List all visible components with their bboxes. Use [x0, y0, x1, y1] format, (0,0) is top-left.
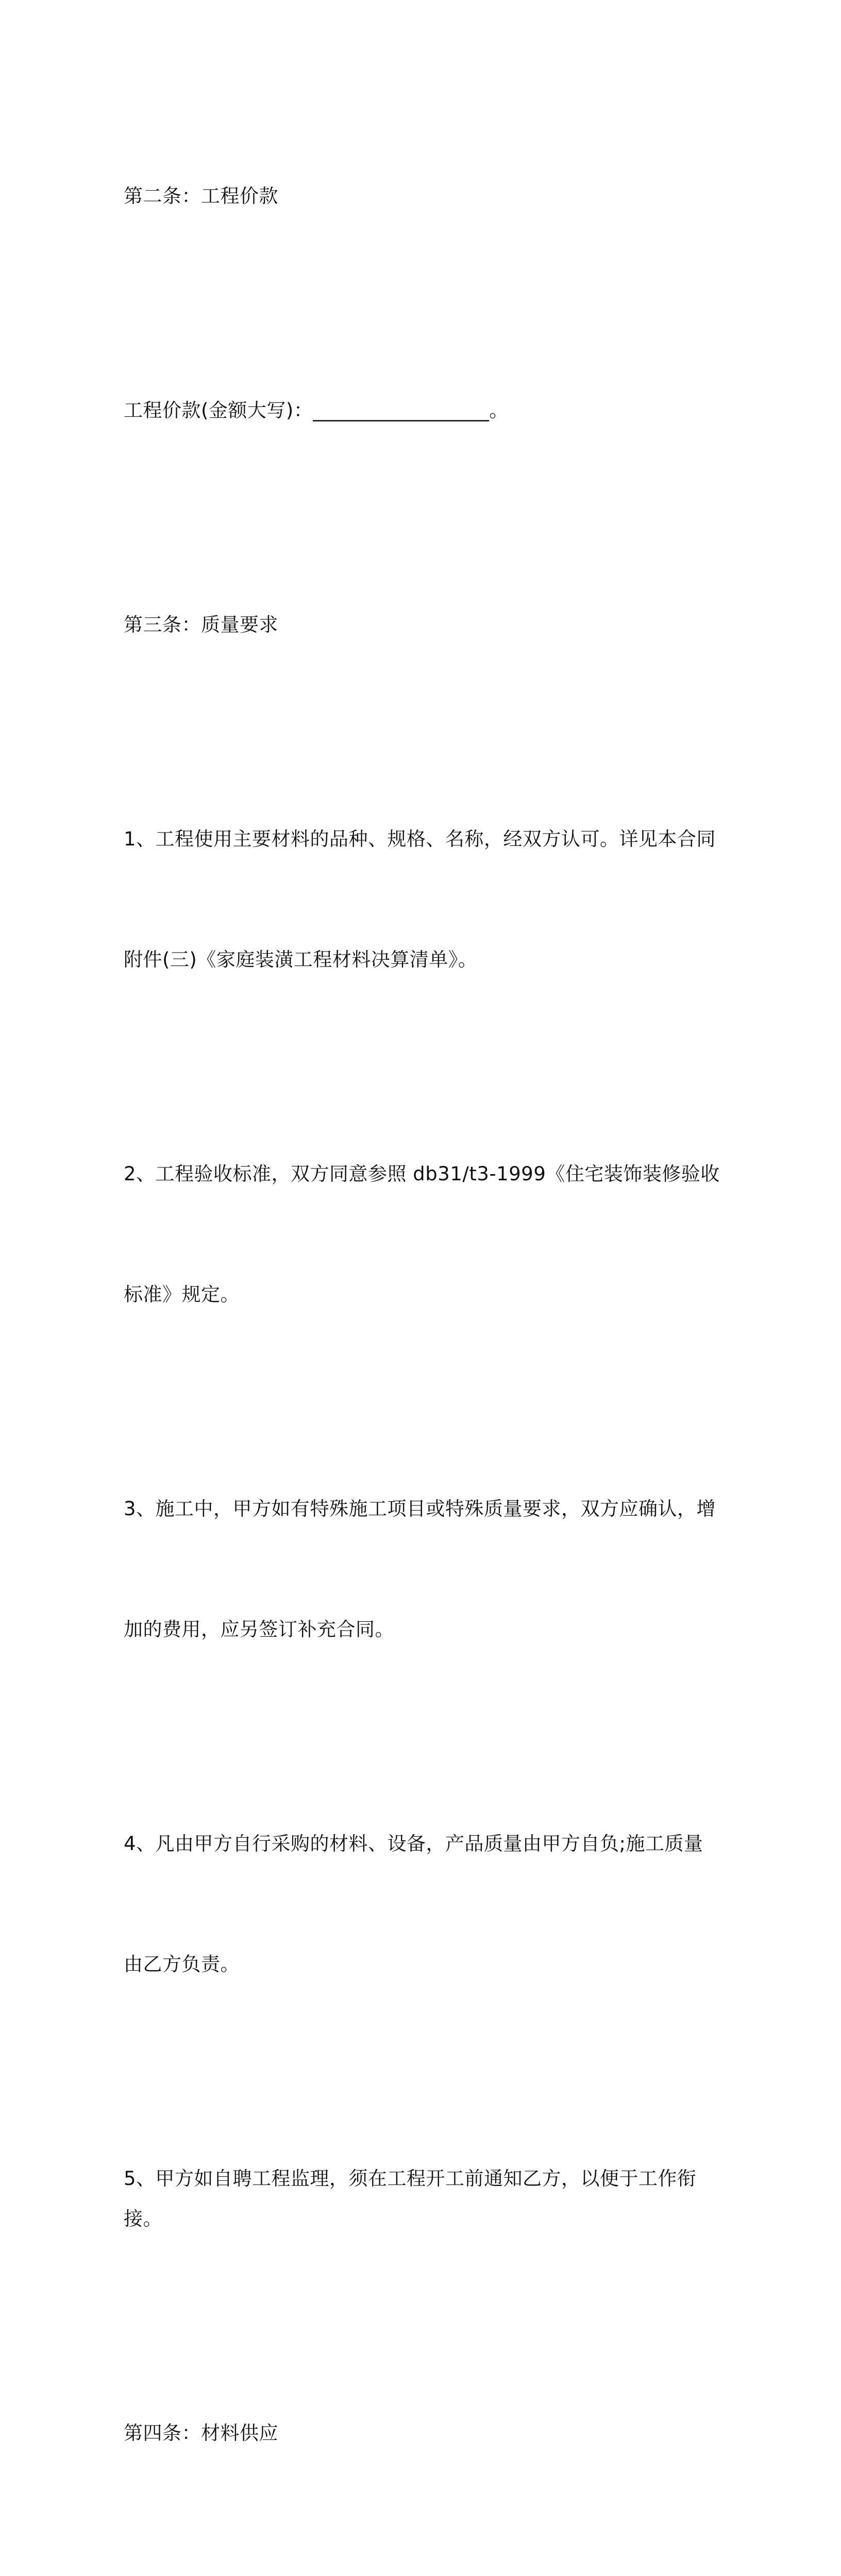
section-heading-article-2: [124, 96, 732, 297]
text-line: 标准》规定。: [124, 1283, 240, 1306]
text-line: 4、凡由甲方自行采购的材料、设备，产品质量由甲方自负;施工质量: [124, 1833, 703, 1855]
text-line: 3、施工中，甲方如有特殊施工项目或特殊质量要求，双方应确认，增: [124, 1498, 716, 1520]
text-line: 5、甲方如自聘工程监理，须在工程开工前通知乙方，以便于工作衔接。: [124, 2167, 697, 2230]
paragraph-quality-item-5: [124, 2078, 732, 2319]
section-heading-article-3: [124, 524, 732, 725]
text-line: 加的费用，应另签订补充合同。: [124, 1618, 394, 1640]
text-line: 2、工程验收标准，双方同意参照 db31/t3-1999《住宅装饰装修验收: [124, 1163, 720, 1185]
text-line: 1、工程使用主要材料的品种、规格、名称，经双方认可。详见本合同: [124, 828, 716, 850]
paragraph-quality-item-1: [124, 739, 732, 1060]
paragraph-material-item-1: [124, 2547, 732, 2576]
text-line: 工程价款(金额大写)：__________________。: [124, 399, 509, 421]
text-line: 由乙方负责。: [124, 1953, 240, 1975]
paragraph-quality-item-4: [124, 1743, 732, 2065]
text-line: 附件(三)《家庭装潢工程材料决算清单》。: [124, 948, 478, 971]
text-line: 第三条：质量要求: [124, 614, 278, 636]
document-body: [124, 96, 732, 2576]
text-line: 第四条：材料供应: [124, 2422, 278, 2444]
paragraph-quality-item-3: [124, 1409, 732, 1730]
paragraph-project-price: [124, 310, 732, 511]
text-line: 第二条：工程价款: [124, 185, 278, 207]
paragraph-quality-item-2: [124, 1074, 732, 1395]
section-heading-article-4: [124, 2333, 732, 2534]
